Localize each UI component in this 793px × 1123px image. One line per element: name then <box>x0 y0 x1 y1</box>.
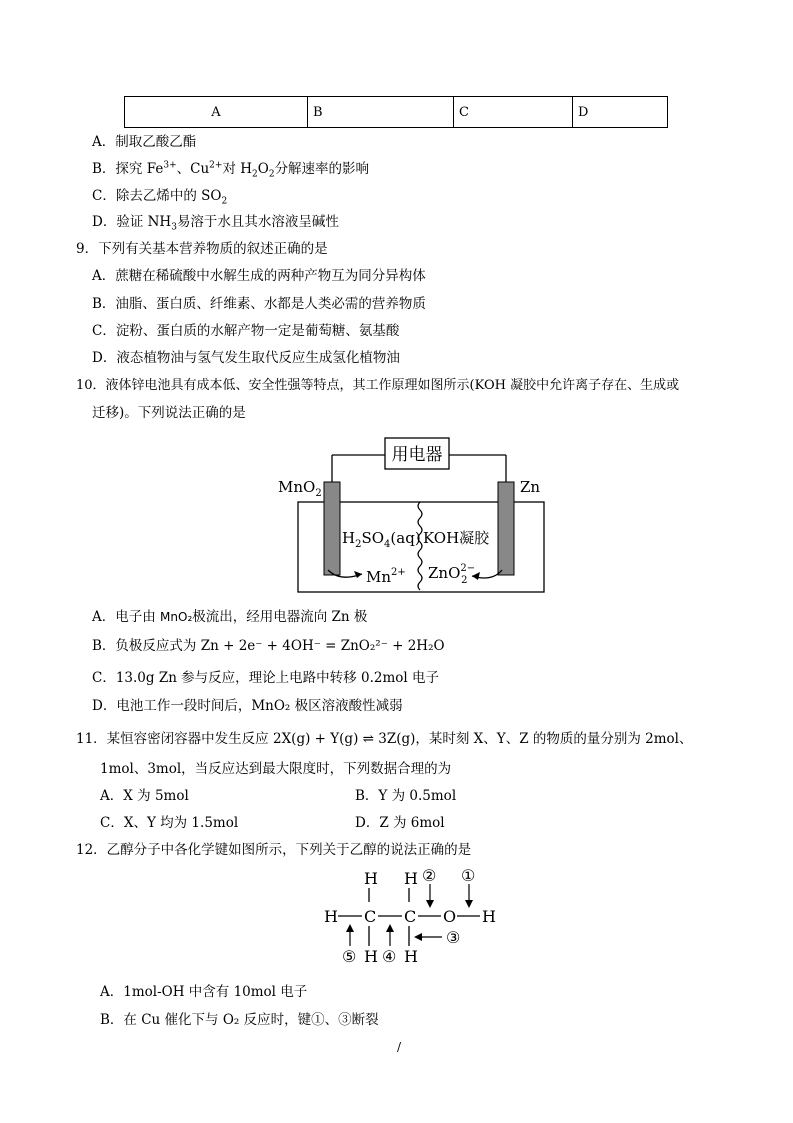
table-cell-b: B <box>308 97 454 128</box>
appliance-label: 用电器 <box>391 445 443 465</box>
q12-option-b: B．在 Cu 催化下与 O₂ 反应时，键①、③断裂 <box>100 1012 379 1028</box>
zn-electrode <box>498 482 514 575</box>
q8-option-d: D．验证 $NH_3$易溶于水且其水溶液呈碱性 <box>92 214 339 233</box>
svg-text:H: H <box>404 947 418 966</box>
q9-stem: 9．下列有关基本营养物质的叙述正确的是 <box>76 241 328 257</box>
svg-text:H: H <box>324 907 338 926</box>
q11-option-b: B．Y 为 0.5mol <box>355 788 457 804</box>
q9-option-b: B．油脂、蛋白质、纤维素、水都是人类必需的营养物质 <box>92 296 426 312</box>
q11-stem-line1: 11．某恒容密闭容器中发生反应 2X(g) + Y(g) ⇌ 3Z(g)，某时刻 X、Y、Z 的物质的量分别为 2mol、 <box>76 731 693 747</box>
q12-stem: 12．乙醇分子中各化学键如图所示，下列关于乙醇的说法正确的是 <box>76 842 472 858</box>
battery-diagram <box>270 430 560 600</box>
svg-text:C: C <box>364 907 377 926</box>
q10-option-a: A．电子由 MnO₂极流出，经用电器流向 Zn 极 <box>92 609 368 625</box>
svg-text:H: H <box>364 947 378 966</box>
mn-ion-label: $Mn^{2+}$ <box>366 567 406 586</box>
page-mark: / <box>397 1040 402 1054</box>
table-cell-a: A <box>125 97 308 128</box>
svg-text:H: H <box>364 869 378 888</box>
svg-text:O: O <box>443 907 457 926</box>
svg-text:C: C <box>404 907 417 926</box>
q8-option-b: B．探究 $Fe^{3+}$、$Cu^{2+}$对 $H_2O_2$分解速率的影响 <box>92 160 370 180</box>
q10-option-b: B．负极反应式为 Zn + 2e⁻ + 4OH⁻ = ZnO₂²⁻ + 2H₂O <box>92 638 445 654</box>
q10-stem-line1: 10．液体锌电池具有成本低、安全性强等特点，其工作原理如图所示(KOH 凝胶中允许离子存在、生成或 <box>76 378 680 393</box>
bond-3-label: ③ <box>446 928 461 947</box>
table-cell-d: D <box>573 97 668 128</box>
mno2-electrode <box>324 482 340 575</box>
mno2-label: MnO$_2$ <box>278 478 322 499</box>
bond-5-label: ⑤ <box>342 947 357 966</box>
zn-label: Zn <box>520 478 541 496</box>
bond-2-label: ② <box>422 866 437 885</box>
h2so4-label: $H_2SO_4(aq)$ <box>342 529 421 550</box>
svg-text:H: H <box>482 907 496 926</box>
q11-option-c: C．X、Y 均为 1.5mol <box>100 815 239 831</box>
q9-option-d: D．液态植物油与氢气发生取代反应生成氢化植物油 <box>92 350 400 366</box>
q8-option-c: C．除去乙烯中的 $SO_2$ <box>92 188 228 207</box>
bond-1-label: ① <box>461 866 476 885</box>
q8-option-a: A．制取乙酸乙酯 <box>92 134 197 150</box>
ethanol-structure <box>318 862 508 972</box>
q11-option-d: D．Z 为 6mol <box>355 815 445 831</box>
q9-option-a: A．蔗糖在稀硫酸中水解生成的两种产物互为同分异构体 <box>92 268 426 284</box>
q11-stem-line2: 1mol、3mol，当反应达到最大限度时，下列数据合理的为 <box>100 761 452 777</box>
q12-option-a: A．1mol-OH 中含有 10mol 电子 <box>100 984 308 1000</box>
svg-text:H: H <box>404 869 418 888</box>
q10-option-c: C．13.0g Zn 参与反应，理论上电路中转移 0.2mol 电子 <box>92 670 439 686</box>
q10-stem-line2: 迁移)。下列说法正确的是 <box>92 405 246 421</box>
table-cell-c: C <box>454 97 573 128</box>
q9-option-c: C．淀粉、蛋白质的水解产物一定是葡萄糖、氨基酸 <box>92 323 400 339</box>
options-table <box>124 96 668 128</box>
q10-option-d: D．电池工作一段时间后，MnO₂ 极区溶液酸性减弱 <box>92 698 403 714</box>
q11-option-a: A．X 为 5mol <box>100 788 189 804</box>
zno2-ion-label: ZnO$^{2-}$ 2 <box>428 563 476 586</box>
bond-4-label: ④ <box>382 947 397 966</box>
koh-gel-label: KOH凝胶 <box>423 529 490 547</box>
